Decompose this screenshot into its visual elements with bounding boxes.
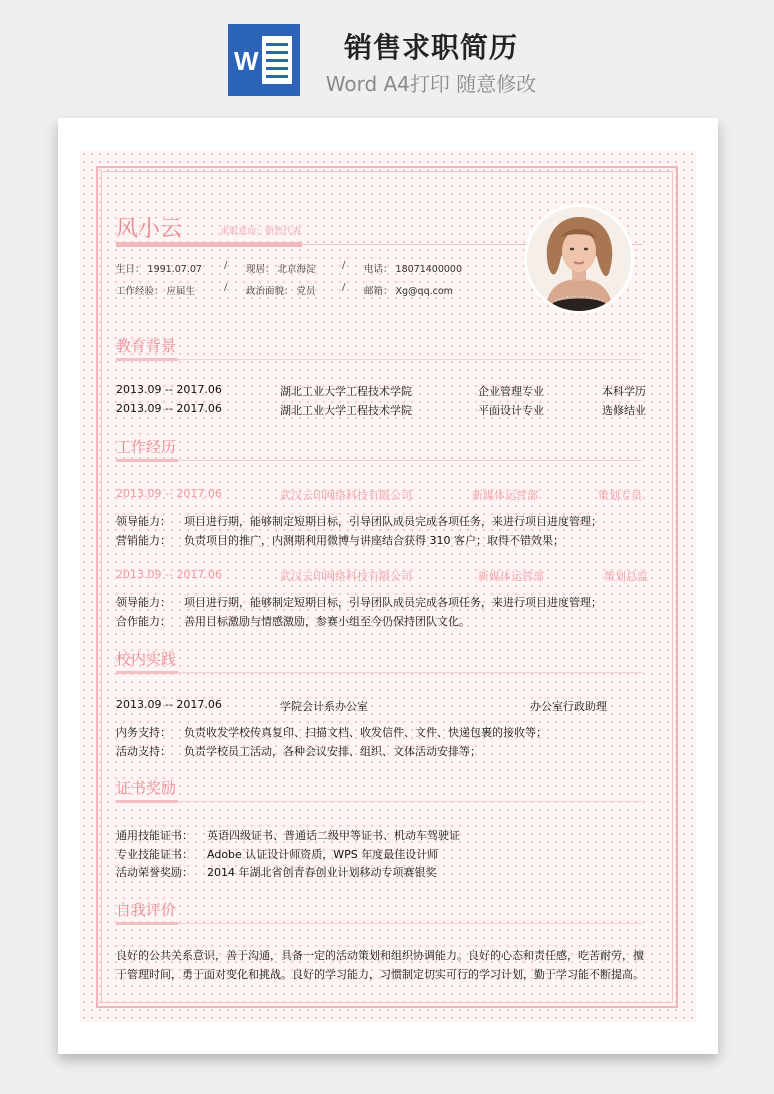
job-date: 2013.09 -- 2017.06 bbox=[116, 487, 222, 500]
job-company: 武汉云印网络科技有限公司 bbox=[280, 489, 412, 502]
info-political: 政治面貌： 党员 bbox=[246, 286, 316, 297]
job-item-label: 营销能力： bbox=[116, 534, 171, 547]
section-divider bbox=[178, 460, 642, 461]
edu-school: 湖北工业大学工程技术学院 bbox=[280, 385, 412, 398]
self-eval-line: 于管理时间，勇于面对变化和挑战。良好的学习能力，习惯制定切实可行的学习计划，勤于学习能不断提高。 bbox=[116, 968, 644, 981]
job-item-text: 项目进行期，能够制定短期目标，引导团队成员完成各项任务，来进行项目进度管理； bbox=[184, 596, 602, 609]
info-birthday: 生日： 1991.07.07 bbox=[116, 264, 202, 275]
job-role: 策划总监 bbox=[604, 570, 648, 583]
info-separator: / bbox=[224, 282, 228, 293]
job-role: 策划专员 bbox=[598, 489, 642, 502]
cert-text: Adobe 认证设计师资质，WPS 年度最佳设计师 bbox=[207, 848, 439, 861]
cert-label: 通用技能证书： bbox=[116, 829, 193, 842]
info-phone: 电话： 18071400000 bbox=[364, 264, 463, 275]
word-icon-letter: W bbox=[234, 46, 259, 76]
campus-item-text: 负责收发学校传真复印、扫描文档、收发信件、文件、快递包裹的接收等； bbox=[184, 726, 547, 739]
job-intention bbox=[220, 224, 301, 237]
info-separator: / bbox=[342, 282, 346, 293]
campus-org: 学院会计系办公室 bbox=[280, 700, 368, 713]
job-intention-value: 销售代表 bbox=[265, 227, 302, 237]
resume-sheet bbox=[80, 150, 696, 1022]
edu-major: 企业管理专业 bbox=[478, 385, 544, 398]
info-residence: 现居： 北京海淀 bbox=[246, 264, 316, 275]
job-item-label: 领导能力： bbox=[116, 515, 171, 528]
section-divider bbox=[178, 923, 642, 924]
cert-label: 活动荣誉奖励： bbox=[116, 866, 193, 879]
section-divider bbox=[178, 801, 642, 802]
name-underline-bar bbox=[116, 242, 302, 247]
job-date: 2013.09 -- 2017.06 bbox=[116, 568, 222, 581]
edu-date: 2013.09 -- 2017.06 bbox=[116, 383, 222, 396]
section-title-campus: 校内实践 bbox=[116, 650, 177, 668]
section-title-certs: 证书奖励 bbox=[116, 779, 177, 797]
self-eval-line: 良好的公共关系意识，善于沟通，具备一定的活动策划和组织协调能力。良好的心态和责任感，吃苦耐劳，擅 bbox=[116, 949, 644, 962]
section-divider bbox=[178, 359, 642, 360]
banner-subtitle: Word A4打印 随意修改 bbox=[325, 72, 537, 96]
section-title-self-eval: 自我评价 bbox=[116, 901, 177, 919]
resume-paper bbox=[58, 118, 718, 1054]
job-item-text: 项目进行期，能够制定短期目标，引导团队成员完成各项任务，来进行项目进度管理； bbox=[184, 515, 602, 528]
section-title-bar bbox=[116, 459, 178, 462]
section-title-bar bbox=[116, 358, 178, 361]
job-item-label: 合作能力： bbox=[116, 615, 171, 628]
word-icon bbox=[228, 24, 300, 96]
campus-item-text: 负责学校员工活动，各种会议安排、组织、文体活动安排等； bbox=[184, 745, 481, 758]
info-separator: / bbox=[224, 260, 228, 271]
info-email: 邮箱： Xg@qq.com bbox=[364, 286, 453, 297]
banner bbox=[0, 0, 774, 118]
cert-label: 专业技能证书： bbox=[116, 848, 193, 861]
candidate-name: 风小云 bbox=[116, 217, 183, 242]
edu-degree: 本科学历 bbox=[602, 385, 646, 398]
section-title-education: 教育背景 bbox=[116, 337, 177, 355]
edu-school: 湖北工业大学工程技术学院 bbox=[280, 404, 412, 417]
job-company: 武汉云印网络科技有限公司 bbox=[280, 570, 412, 583]
section-divider bbox=[178, 672, 642, 673]
job-department: 新媒体运营部 bbox=[478, 570, 544, 583]
edu-degree: 选修结业 bbox=[602, 404, 646, 417]
campus-date: 2013.09 -- 2017.06 bbox=[116, 698, 222, 711]
section-title-bar bbox=[116, 922, 178, 925]
profile-photo bbox=[524, 204, 634, 314]
job-item-text: 善用目标激励与情感激励，参赛小组至今仍保持团队文化。 bbox=[184, 615, 470, 628]
job-item-text: 负责项目的推广，内测期利用微博与讲座结合获得 310 客户；取得不错效果； bbox=[184, 534, 564, 547]
cert-text: 英语四级证书、普通话二级甲等证书、机动车驾驶证 bbox=[207, 829, 460, 842]
job-intention-label: 求职意向： bbox=[220, 227, 266, 237]
edu-major: 平面设计专业 bbox=[478, 404, 544, 417]
info-experience: 工作经验： 应届生 bbox=[116, 286, 196, 297]
banner-title: 销售求职简历 bbox=[343, 31, 518, 64]
section-title-bar bbox=[116, 800, 178, 803]
section-title-work: 工作经历 bbox=[116, 438, 177, 456]
cert-text: 2014 年湖北省创青春创业计划移动专项赛银奖 bbox=[207, 866, 437, 879]
campus-item-label: 活动支持： bbox=[116, 745, 171, 758]
job-item-label: 领导能力： bbox=[116, 596, 171, 609]
info-separator: / bbox=[342, 260, 346, 271]
edu-date: 2013.09 -- 2017.06 bbox=[116, 402, 222, 415]
campus-item-label: 内务支持： bbox=[116, 726, 171, 739]
job-department: 新媒体运营部 bbox=[472, 489, 538, 502]
section-title-bar bbox=[116, 671, 178, 674]
campus-role: 办公室行政助理 bbox=[530, 700, 607, 713]
